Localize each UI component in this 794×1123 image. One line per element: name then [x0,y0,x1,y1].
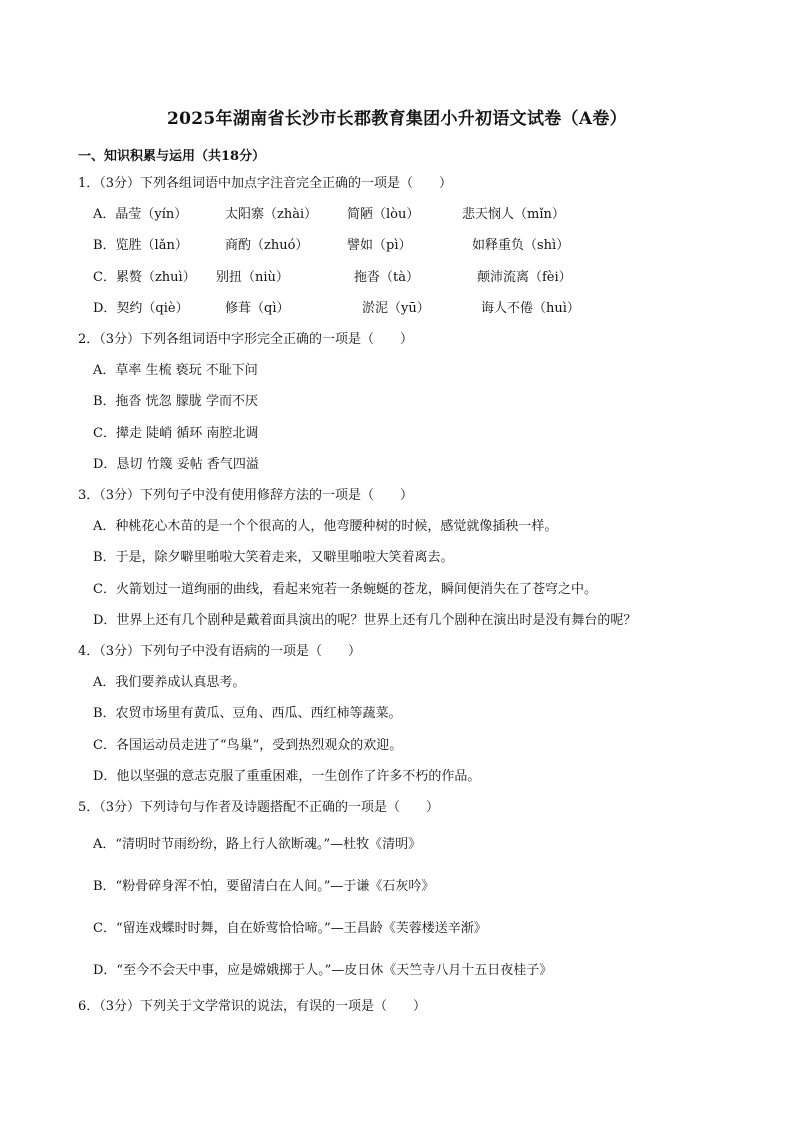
q1-option-a-1: A．晶莹（yín） [93,207,188,222]
q3-option-c: C．火箭划过一道绚丽的曲线，看起来宛若一条蜿蜒的苍龙，瞬间便消失在了苍穹之中。 [93,582,597,597]
page-title: 2025年湖南省长沙市长郡教育集团小升初语文试卷（A卷） [167,109,627,129]
q5-option-a: A．“清明时节雨纷纷，路上行人欲断魂。”—杜牧《清明》 [93,837,422,852]
q1-option-a-4: 悲天悯人（mǐn） [462,207,565,222]
q2-option-b: B．拖沓 恍忽 朦胧 学而不厌 [93,394,258,409]
q3-option-a: A．种桃花心木苗的是一个个很高的人，他弯腰种树的时候，感觉就像插秧一样。 [93,519,558,534]
q1-option-c-2: 别扭（niù） [216,270,289,285]
question-3-stem: 3．（3分）下列句子中没有使用修辞方法的一项是（ ） [78,488,414,503]
q1-option-a-2: 太阳寨（zhài） [225,207,318,222]
q1-option-d-4: 诲人不倦（huì） [481,301,580,316]
section-heading: 一、知识积累与运用（共18分） [78,149,266,164]
question-4-stem: 4．（3分）下列句子中没有语病的一项是（ ） [78,644,362,659]
q1-option-b-1: B．览胜（lǎn） [93,238,188,253]
q3-option-d: D．世界上还有几个剧种是戴着面具演出的呢？世界上还有几个剧种在演出时是没有舞台的呢？ [93,613,637,628]
q1-option-b-4: 如释重负（shì） [472,238,570,253]
q1-option-b-3: 譬如（pì） [347,238,412,253]
q1-option-b-2: 商酌（zhuó） [225,238,309,253]
q4-option-a: A．我们要养成认真思考。 [93,675,246,690]
q4-option-d: D．他以坚强的意志克服了重重困难，一生创作了许多不朽的作品。 [93,769,481,784]
q4-option-b: B．农贸市场里有黄瓜、豆角、西瓜、西红柿等蔬菜。 [93,706,402,721]
q1-option-d-3: 淤泥（yū） [362,301,430,316]
q3-option-b: B．于是，除夕噼里啪啦大笑着走来，又噼里啪啦大笑着离去。 [93,550,454,565]
question-1-stem: 1．（3分）下列各组词语中加点字注音完全正确的一项是（ ） [78,176,453,191]
question-5-stem: 5．（3分）下列诗句与作者及诗题搭配不正确的一项是（ ） [78,800,440,815]
q1-option-d-2: 修葺（qì） [225,301,290,316]
question-2-stem: 2．（3分）下列各组词语中字形完全正确的一项是（ ） [78,332,414,347]
q1-option-c-4: 颠沛流离（fèi） [477,270,572,285]
q1-option-d-1: D．契约（qiè） [93,301,189,316]
q5-option-c: C．“留连戏蝶时时舞，自在娇莺恰恰啼。”—王昌龄《芙蓉楼送辛渐》 [93,921,487,936]
q1-option-c-1: C．累赘（zhuì） [93,270,196,285]
q1-option-a-3: 简陋（lòu） [347,207,420,222]
q5-option-b: B．“粉骨碎身浑不怕，要留清白在人间。”—于谦《石灰吟》 [93,879,435,894]
q2-option-d: D．恳切 竹篾 妥帖 香气四溢 [93,457,259,472]
q5-option-d: D．“至今不会天中事，应是嫦娥掷于人。”—皮日休《天竺寺八月十五日夜桂子》 [93,963,553,978]
question-6-stem: 6．（3分）下列关于文学常识的说法，有误的一项是（ ） [78,999,427,1014]
q4-option-c: C．各国运动员走进了“鸟巢”，受到热烈观众的欢迎。 [93,738,403,753]
q1-option-c-3: 拖沓（tà） [354,270,419,285]
q2-option-c: C．撵走 陡峭 循环 南腔北调 [93,426,259,441]
q2-option-a: A．草率 生梳 亵玩 不耻下问 [93,363,258,378]
